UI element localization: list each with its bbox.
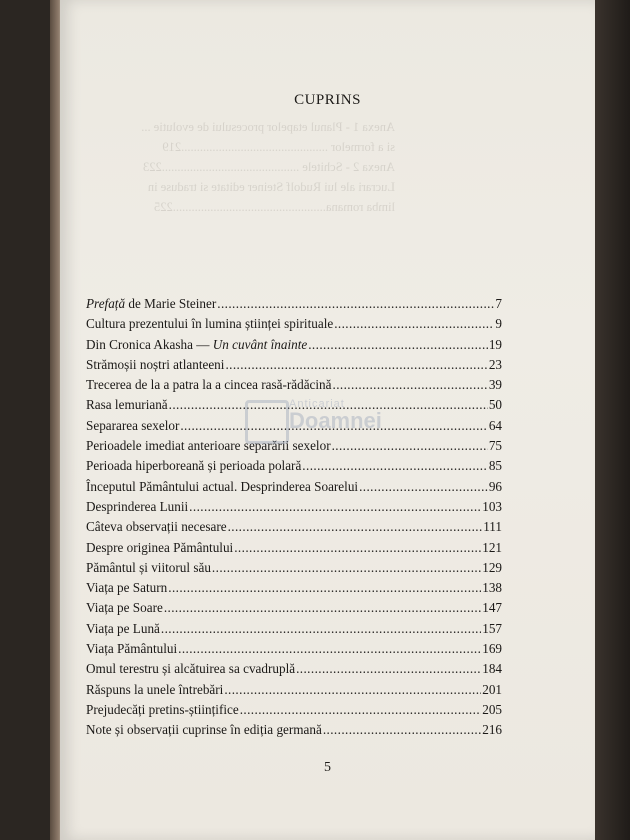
toc-entry-text: Despre originea Pământului — [86, 539, 234, 555]
toc-entry-text: Cultura prezentului în lumina științei spirituale — [86, 316, 334, 332]
page-number: 5 — [324, 760, 331, 775]
toc-leader-dots — [212, 560, 481, 576]
toc-entry-page: 64 — [488, 417, 502, 433]
toc-entry-title — [86, 540, 233, 556]
toc-entry-page: 19 — [488, 336, 502, 352]
toc-entry — [86, 357, 502, 377]
toc-entry — [86, 337, 502, 357]
ghost-line: Anexa 2 - Schitele ............................................223 — [142, 160, 395, 174]
toc-entry-title — [86, 397, 168, 413]
watermark-book-icon — [245, 400, 289, 444]
toc-entry-title — [86, 580, 167, 596]
toc-entry — [86, 580, 502, 600]
toc-leader-dots — [359, 479, 488, 495]
toc-entry-text: Note și observații cuprinse în ediția germană — [86, 722, 322, 738]
toc-leader-dots — [334, 316, 494, 332]
toc-entry-page: 96 — [488, 478, 502, 494]
toc-entry-text: Strămoșii noștri atlanteeni — [86, 356, 225, 372]
toc-entry-text: Desprinderea Lunii — [86, 498, 189, 514]
toc-entry-text: Trecerea de la a patra la a cincea rasă-rădăcină — [86, 377, 332, 393]
toc-entry — [86, 621, 502, 641]
toc-entry-text: Prejudecăți pretins-științifice — [86, 701, 239, 717]
watermark-small-text: Anticariat — [289, 398, 345, 410]
toc-leader-dots — [225, 357, 487, 373]
toc-entry-page: 39 — [488, 377, 502, 393]
toc-leader-dots — [234, 540, 481, 556]
toc-entry — [86, 722, 502, 742]
toc-entry-title — [86, 702, 239, 718]
toc-entry-page: 205 — [482, 701, 502, 717]
toc-leader-dots — [217, 296, 494, 312]
toc-entry-page: 138 — [482, 580, 502, 596]
toc-leader-dots — [333, 377, 488, 393]
toc-entry-italic: Un cuvânt înainte — [212, 336, 308, 352]
watermark-logo — [245, 398, 415, 458]
toc-entry-page: 157 — [482, 620, 502, 636]
toc-entry-page: 201 — [482, 681, 502, 697]
page-title: CUPRINS — [294, 92, 361, 108]
toc-entry-page: 23 — [488, 356, 502, 372]
toc-entry-page: 147 — [482, 600, 502, 616]
toc-entry-page: 50 — [488, 397, 502, 413]
toc-entry-page: 9 — [495, 316, 502, 332]
toc-entry-title — [86, 621, 160, 637]
toc-leader-dots — [296, 661, 481, 677]
toc-entry — [86, 377, 502, 397]
toc-entry-title — [86, 418, 179, 434]
toc-entry-text: Din Cronica Akasha — — [86, 336, 213, 352]
toc-leader-dots — [178, 641, 481, 657]
toc-leader-dots — [308, 337, 488, 353]
toc-entry-page: 129 — [482, 559, 502, 575]
bleed-through-text — [141, 117, 395, 217]
ghost-line: limba romana.................................................225 — [154, 200, 395, 214]
toc-entry-italic: Prefață — [86, 296, 126, 311]
background-edge — [595, 0, 630, 840]
ghost-line: si a formelor ...............................................219 — [162, 140, 395, 154]
toc-entry-text: de Marie Steiner — [125, 296, 217, 311]
toc-entry-page: 184 — [482, 661, 502, 677]
toc-entry-text: Perioada hiperboreană și perioada polară — [86, 458, 302, 474]
toc-leader-dots — [189, 499, 481, 515]
toc-entry-page: 169 — [482, 641, 502, 657]
toc-leader-dots — [302, 458, 488, 474]
toc-entry-text: Viața pe Saturn — [86, 580, 168, 596]
toc-entry — [86, 499, 502, 519]
toc-entry — [86, 682, 502, 702]
toc-entry-text: Viața Pământului — [86, 641, 178, 657]
toc-entry-page: 216 — [482, 722, 502, 738]
toc-entry-title — [86, 661, 295, 677]
ghost-line: Lucrari ale lui Rudolf Steiner editate si traduse in — [147, 180, 395, 194]
toc-entry-title — [86, 479, 358, 495]
toc-entry-title — [86, 458, 301, 474]
toc-entry — [86, 641, 502, 661]
toc-entry-page: 85 — [488, 458, 502, 474]
toc-entry-text: Separarea sexelor — [86, 417, 180, 433]
toc-entry-page: 121 — [482, 539, 502, 555]
toc-entry-text: Viața pe Soare — [86, 600, 163, 616]
toc-leader-dots — [323, 722, 481, 738]
toc-entry-title — [86, 499, 188, 515]
toc-entry-text: Perioadele imediat anterioare separării sexelor — [86, 438, 331, 454]
toc-entry-title — [86, 682, 223, 698]
toc-entry-page: 111 — [483, 519, 502, 535]
toc-entry-title — [86, 296, 216, 312]
toc-entry-title — [86, 357, 224, 373]
toc-entry-text: Pământul și viitorul său — [86, 559, 211, 575]
toc-leader-dots — [161, 621, 481, 637]
toc-entry-page: 103 — [482, 498, 502, 514]
toc-entry-text: Rasa lemuriană — [86, 397, 168, 413]
toc-leader-dots — [164, 600, 481, 616]
toc-entry-title — [86, 722, 322, 738]
toc-leader-dots — [240, 702, 482, 718]
toc-leader-dots — [228, 519, 483, 535]
table-of-contents — [86, 296, 502, 743]
toc-entry — [86, 560, 502, 580]
toc-entry — [86, 316, 502, 336]
toc-entry-text: Răspuns la unele întrebări — [86, 681, 224, 697]
toc-entry-title — [86, 337, 307, 353]
toc-entry — [86, 661, 502, 681]
toc-entry-text: Viața pe Lună — [86, 620, 160, 636]
toc-entry — [86, 519, 502, 539]
toc-entry — [86, 600, 502, 620]
toc-entry-title — [86, 600, 163, 616]
toc-entry — [86, 296, 502, 316]
toc-entry — [86, 479, 502, 499]
toc-entry — [86, 540, 502, 560]
toc-leader-dots — [224, 682, 481, 698]
toc-entry-title — [86, 641, 177, 657]
toc-entry — [86, 458, 502, 478]
toc-entry-title — [86, 316, 333, 332]
ghost-line: Anexa 1 - Planul etapelor procesului de evolutie ... — [141, 120, 395, 134]
toc-entry-page: 75 — [488, 438, 502, 454]
toc-leader-dots — [168, 580, 481, 596]
toc-entry-title — [86, 560, 211, 576]
toc-entry-text: Câteva observații necesare — [86, 519, 227, 535]
book-page — [60, 0, 595, 840]
toc-entry-page: 7 — [495, 296, 502, 311]
toc-entry-title — [86, 519, 227, 535]
toc-entry-text: Începutul Pământului actual. Desprinderea Soarelui — [86, 478, 359, 494]
toc-entry-text: Omul terestru și alcătuirea sa cvadruplă — [86, 661, 296, 677]
toc-entry-title — [86, 377, 332, 393]
toc-entry — [86, 702, 502, 722]
watermark-big-text: Doamnei — [289, 408, 382, 433]
